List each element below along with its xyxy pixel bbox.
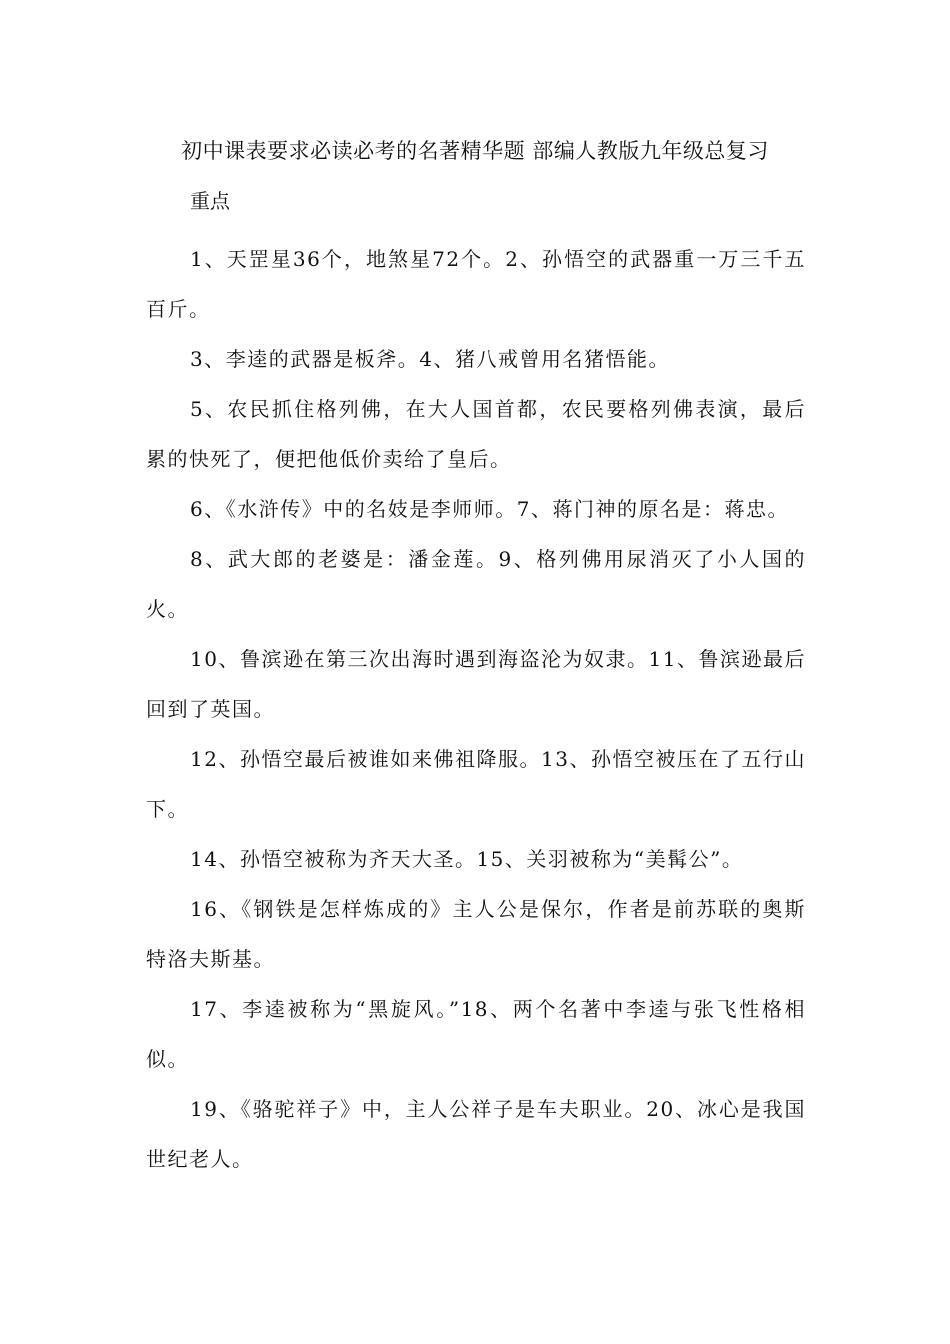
- paragraph-4: 6、《水浒传》中的名妓是李师师。7、蒋门神的原名是：蒋忠。: [190, 497, 789, 521]
- document-body: [146, 234, 806, 1184]
- paragraph-1: 1、天罡星36个，地煞星72个。2、孙悟空的武器重一万三千五百斤。: [146, 247, 806, 321]
- paragraph-7: 12、孙悟空最后被谁如来佛祖降服。13、孙悟空被压在了五行山下。: [146, 747, 806, 821]
- paragraph-10: 17、李逵被称为“黑旋风。”18、两个名著中李逵与张飞性格相似。: [146, 997, 806, 1071]
- paragraph-3: 5、农民抓住格列佛，在大人国首都，农民要格列佛表演，最后累的快死了，便把他低价卖给了皇后。: [146, 397, 806, 471]
- paragraph-11: 19、《骆驼祥子》中，主人公祥子是车夫职业。20、冰心是我国世纪老人。: [146, 1097, 806, 1171]
- paragraph-8: 14、孙悟空被称为齐天大圣。15、关羽被称为“美髯公”。: [190, 847, 744, 871]
- paragraph-9: 16、《钢铁是怎样炼成的》主人公是保尔，作者是前苏联的奥斯特洛夫斯基。: [146, 897, 806, 971]
- document-title: 初中课表要求必读必考的名著精华题 部编人教版九年级总复习: [181, 139, 769, 163]
- paragraph-6: 10、鲁滨逊在第三次出海时遇到海盗沦为奴隶。11、鲁滨逊最后回到了英国。: [146, 647, 806, 721]
- section-heading: 重点: [190, 189, 230, 213]
- paragraph-5: 8、武大郎的老婆是：潘金莲。9、格列佛用尿消灭了小人国的火。: [146, 547, 806, 621]
- paragraph-2: 3、李逵的武器是板斧。4、猪八戒曾用名猪悟能。: [190, 347, 670, 371]
